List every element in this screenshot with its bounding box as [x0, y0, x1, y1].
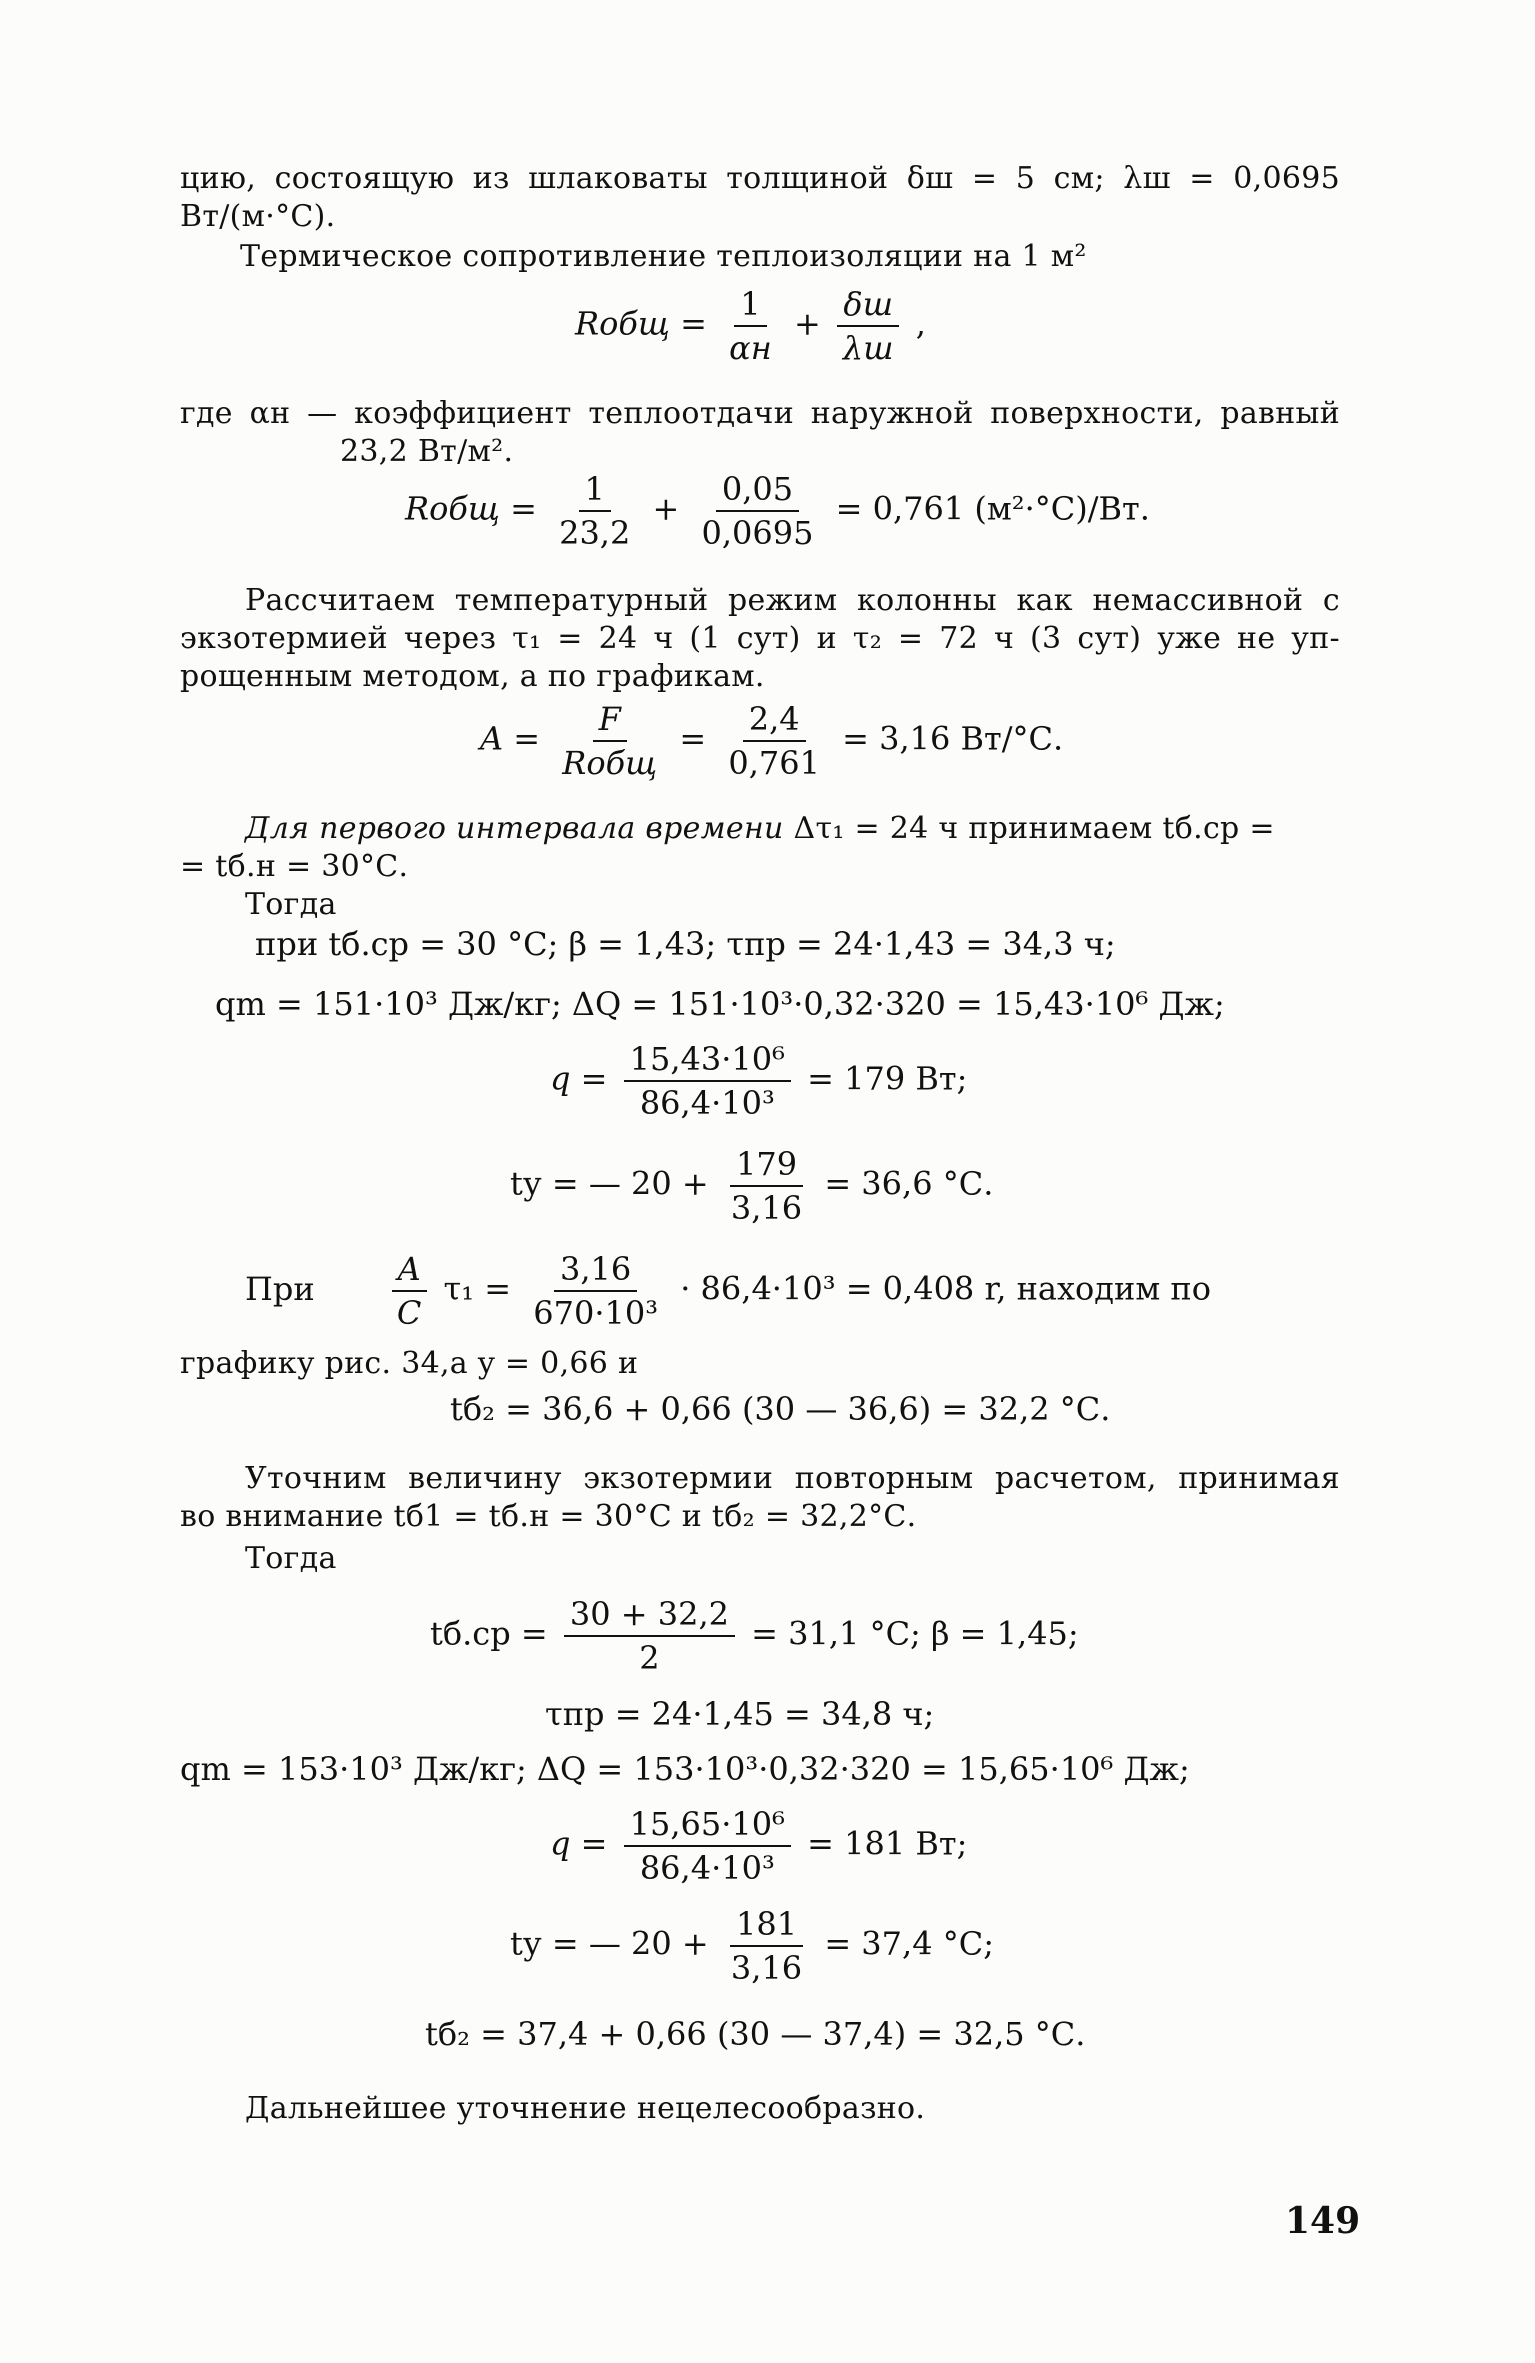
formula-ty-1: tу = — 20 + $\frac{179}{3,16}$ = 36,6 °С.: [510, 1145, 994, 1227]
refine-line-1: Уточним величину экзотермии повторным расчетом, принимая: [245, 1461, 1340, 1496]
formula-a: A = $\frac{F}{\text{Rобщ}}$ = $\frac{2,4}{0,761}$ = 3,16 Вт/°С.: [480, 700, 1064, 782]
calc-line-3: рощенным методом, а по графикам.: [180, 659, 765, 694]
formula-qm-1: qm = 151·10³ Дж/кг; ΔQ = 151·10³·0,32·320 = 15,43·10⁶ Дж;: [215, 985, 1225, 1023]
togda-2: Тогда: [245, 1541, 337, 1576]
graph-ref-line: графику рис. 34,а y = 0,66 и: [180, 1346, 639, 1381]
refine-line-2: во внимание tб1 = tб.н = 30°С и tб₂ = 32,2°С.: [180, 1499, 917, 1534]
formula-qm-2: qm = 153·10³ Дж/кг; ΔQ = 153·10³·0,32·320 = 15,65·10⁶ Дж;: [180, 1750, 1190, 1788]
formula-ac-ratio: При $\frac{A}{C}$ τ₁ = $\frac{3,16}{\text{670·10³}}$ · 86,4·10³ = 0,408 r, находим по: [245, 1250, 1211, 1332]
intro-line-3: Термическое сопротивление теплоизоляции на 1 м²: [240, 239, 1087, 274]
intro-line-1: цию, состоящую из шлаковаты толщиной δш = 5 см; λш = 0,0695: [180, 161, 1340, 196]
calc-line-1: Рассчитаем температурный режим колонны как немассивной с: [245, 583, 1340, 618]
formula-tb2-1: tб₂ = 36,6 + 0,66 (30 — 36,6) = 32,2 °С.: [450, 1390, 1111, 1428]
interval-line-2: = tб.н = 30°С.: [180, 849, 409, 884]
calc-line-2: экзотермией через τ₁ = 24 ч (1 сут) и τ₂ = 72 ч (3 сут) уже не уп-: [180, 621, 1340, 656]
formula-q-1: q = $\frac{\text{15,43·10⁶}}{\text{86,4·10³}}$ = 179 Вт;: [550, 1040, 968, 1122]
interval-line-1: Для первого интервала времени Δτ₁ = 24 ч принимаем tб.ср =: [245, 811, 1275, 846]
formula-tb2-2: tб₂ = 37,4 + 0,66 (30 — 37,4) = 32,5 °С.: [425, 2015, 1086, 2053]
formula-q-2: q = $\frac{\text{15,65·10⁶}}{\text{86,4·10³}}$ = 181 Вт;: [550, 1805, 968, 1887]
formula-ty-2: tу = — 20 + $\frac{181}{3,16}$ = 37,4 °С;: [510, 1905, 994, 1987]
final-remark: Дальнейшее уточнение нецелесообразно.: [245, 2091, 926, 2126]
intro-line-2: Вт/(м·°С).: [180, 199, 336, 234]
page-number: 149: [1285, 2200, 1361, 2242]
formula-tau-pr-2: τпр = 24·1,45 = 34,8 ч;: [545, 1695, 935, 1733]
where-line-1: где αн — коэффициент теплоотдачи наружной поверхности, равный: [180, 396, 1340, 431]
formula-r-general: Rобщ = $\frac{1}{\alpha н}$ + $\frac{\delta ш}{\lambda ш}$ ,: [575, 285, 926, 367]
formula-beta-1: при tб.ср = 30 °С; β = 1,43; τпр = 24·1,43 = 34,3 ч;: [255, 925, 1116, 963]
formula-r-value: Rобщ = $\frac{1}{23,2}$ + $\frac{0,05}{0,0695}$ = 0,761 (м²·°С)/Вт.: [405, 470, 1150, 552]
formula-tb-avg: tб.ср = $\frac{30 + 32,2}{2}$ = 31,1 °С; β = 1,45;: [430, 1595, 1079, 1677]
where-line-2: 23,2 Вт/м².: [340, 434, 514, 469]
togda-1: Тогда: [245, 887, 337, 922]
